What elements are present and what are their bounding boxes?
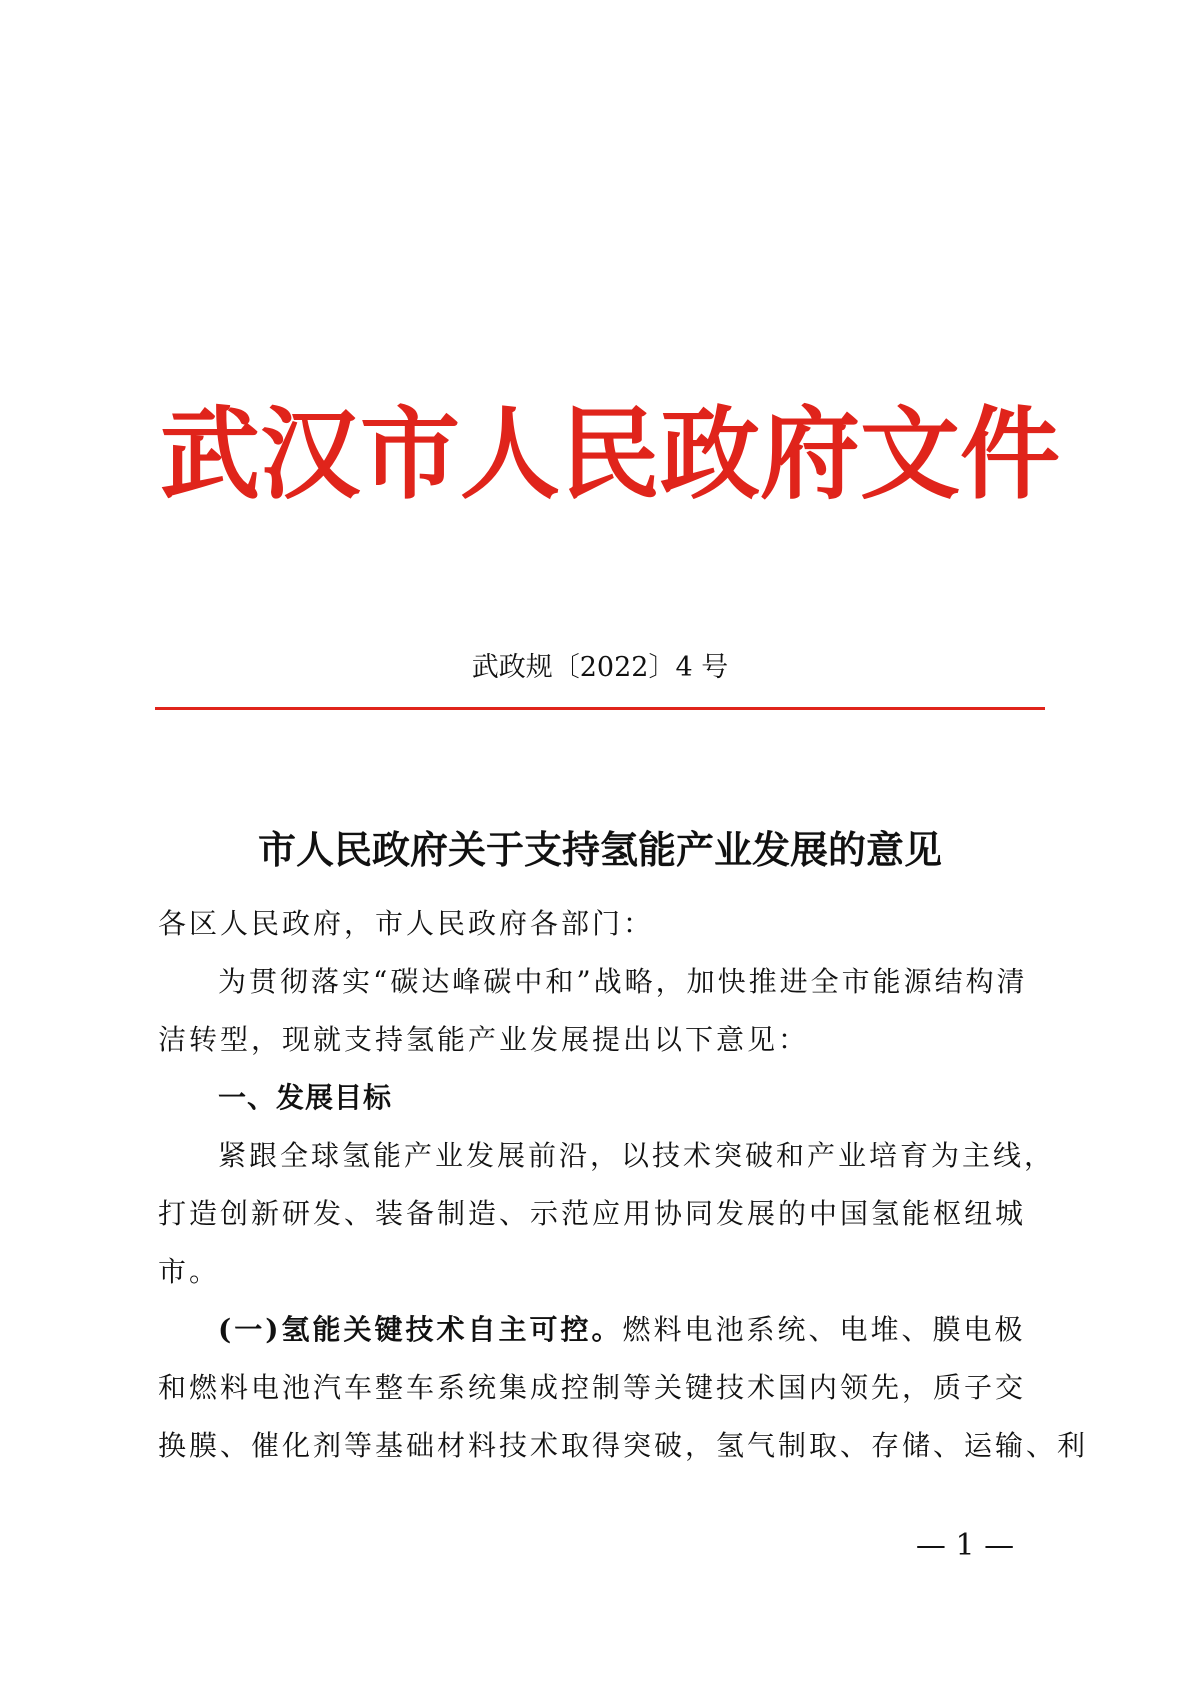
addressee-line: 各区人民政府，市人民政府各部门： [158, 907, 655, 940]
item-1-lead: (一)氢能关键技术自主可控。 [218, 1313, 623, 1346]
intro-line-2: 洁转型，现就支持氢能产业发展提出以下意见： [158, 1023, 810, 1056]
item-1-line-1 [218, 1310, 1048, 1350]
item-1-line-1-rest: 燃料电池系统、电堆、膜电极 [622, 1313, 1026, 1346]
page-number: — 1 — [915, 1528, 1015, 1563]
section-heading-goals: 一、发展目标 [218, 1081, 393, 1114]
item-1-line-3: 换膜、催化剂等基础材料技术取得突破，氢气制取、存储、运输、利 [158, 1429, 1089, 1462]
document-number: 武政规〔2022〕4 号 [471, 652, 729, 683]
item-1-line-2: 和燃料电池汽车整车系统集成控制等关键技术国内领先，质子交 [158, 1371, 1027, 1404]
intro-line-1: 为贯彻落实“碳达峰碳中和”战略，加快推进全市能源结构清 [218, 965, 1028, 998]
goal-line-3: 市。 [158, 1255, 221, 1288]
document-title: 市人民政府关于支持氢能产业发展的意见 [257, 827, 942, 872]
goal-line-1: 紧跟全球氢能产业发展前沿，以技术突破和产业培育为主线， [218, 1139, 1056, 1172]
masthead-title: 武汉市人民政府文件 [160, 396, 1060, 513]
red-separator-line [155, 707, 1045, 710]
goal-line-2: 打造创新研发、装备制造、示范应用协同发展的中国氢能枢纽城 [158, 1197, 1027, 1230]
